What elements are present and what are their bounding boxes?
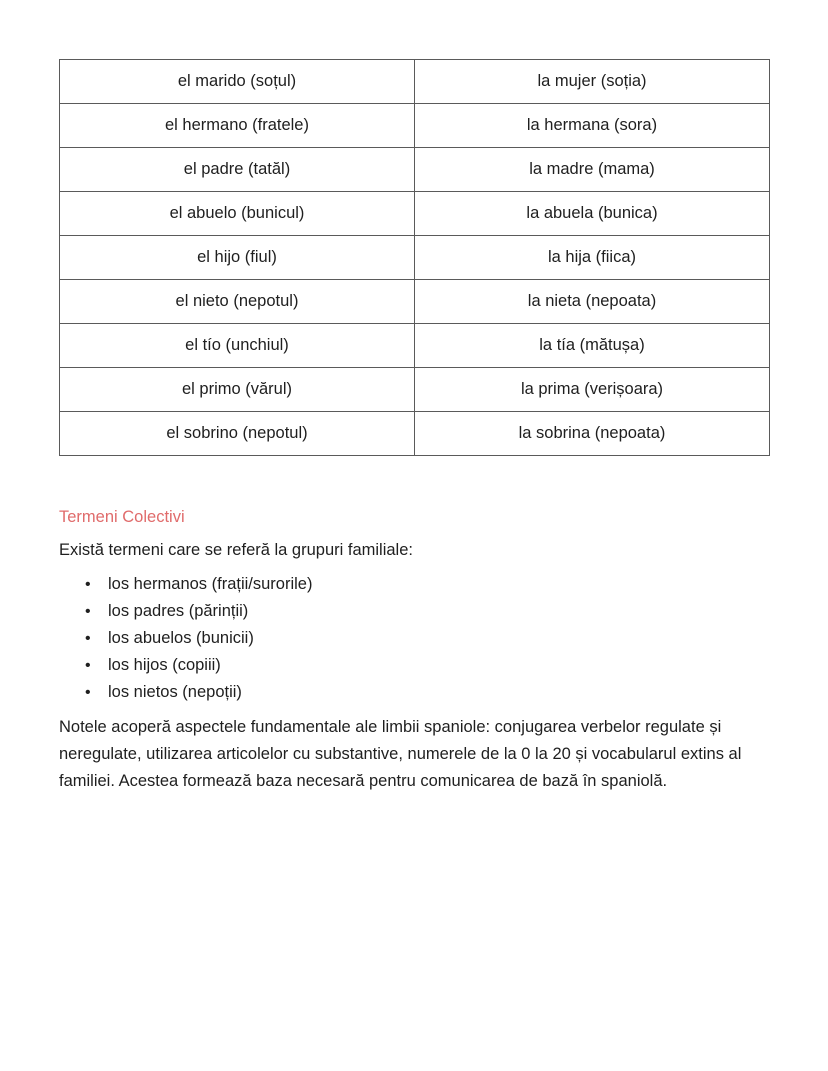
masculine-term: el sobrino (nepotul): [60, 412, 415, 456]
feminine-term: la madre (mama): [415, 148, 770, 192]
list-item-text: los hermanos (frații/surorile): [108, 575, 313, 593]
list-item-text: los nietos (nepoții): [108, 683, 242, 701]
bullet-icon: •: [85, 630, 91, 647]
list-item-text: los padres (părinții): [108, 602, 249, 620]
table-row: [60, 60, 770, 104]
collective-terms-list: [59, 571, 770, 706]
table-row: [60, 236, 770, 280]
summary-paragraph: Notele acoperă aspectele fundamentale ale limbii spaniole: conjugarea verbelor regulate și neregulate, utilizarea articolelor cu substantive, numerele de la 0 la 20 și vocabularul extins al familiei. Acestea formează baza necesară pentru comunicarea de bază în spaniolă.: [59, 718, 742, 790]
table-row: [60, 280, 770, 324]
bullet-icon: •: [85, 603, 91, 620]
masculine-term: el hermano (fratele): [60, 104, 415, 148]
section-heading-collective-terms: Termeni Colectivi: [59, 508, 185, 526]
masculine-term: el primo (vărul): [60, 368, 415, 412]
masculine-term: el abuelo (bunicul): [60, 192, 415, 236]
feminine-term: la prima (verișoara): [415, 368, 770, 412]
list-item-text: los abuelos (bunicii): [108, 629, 254, 647]
feminine-term: la tía (mătușa): [415, 324, 770, 368]
masculine-term: el padre (tatăl): [60, 148, 415, 192]
list-item: [59, 625, 770, 652]
table-row: [60, 324, 770, 368]
feminine-term: la sobrina (nepoata): [415, 412, 770, 456]
bullet-icon: •: [85, 684, 91, 701]
list-item: [59, 679, 770, 706]
table-row: [60, 192, 770, 236]
list-item: [59, 571, 770, 598]
table-row: [60, 148, 770, 192]
document-page: [59, 59, 770, 812]
feminine-term: la nieta (nepoata): [415, 280, 770, 324]
masculine-term: el marido (soțul): [60, 60, 415, 104]
feminine-term: la hija (fiica): [415, 236, 770, 280]
masculine-term: el tío (unchiul): [60, 324, 415, 368]
masculine-term: el hijo (fiul): [60, 236, 415, 280]
family-vocabulary-table: [59, 59, 770, 456]
bullet-icon: •: [85, 657, 91, 674]
feminine-term: la hermana (sora): [415, 104, 770, 148]
list-item-text: los hijos (copiii): [108, 656, 221, 674]
masculine-term: el nieto (nepotul): [60, 280, 415, 324]
list-item: [59, 598, 770, 625]
table-row: [60, 368, 770, 412]
table-row: [60, 104, 770, 148]
bullet-icon: •: [85, 576, 91, 593]
collective-intro-text: Există termeni care se referă la grupuri familiale:: [59, 541, 413, 559]
feminine-term: la mujer (soția): [415, 60, 770, 104]
feminine-term: la abuela (bunica): [415, 192, 770, 236]
list-item: [59, 652, 770, 679]
table-row: [60, 412, 770, 456]
